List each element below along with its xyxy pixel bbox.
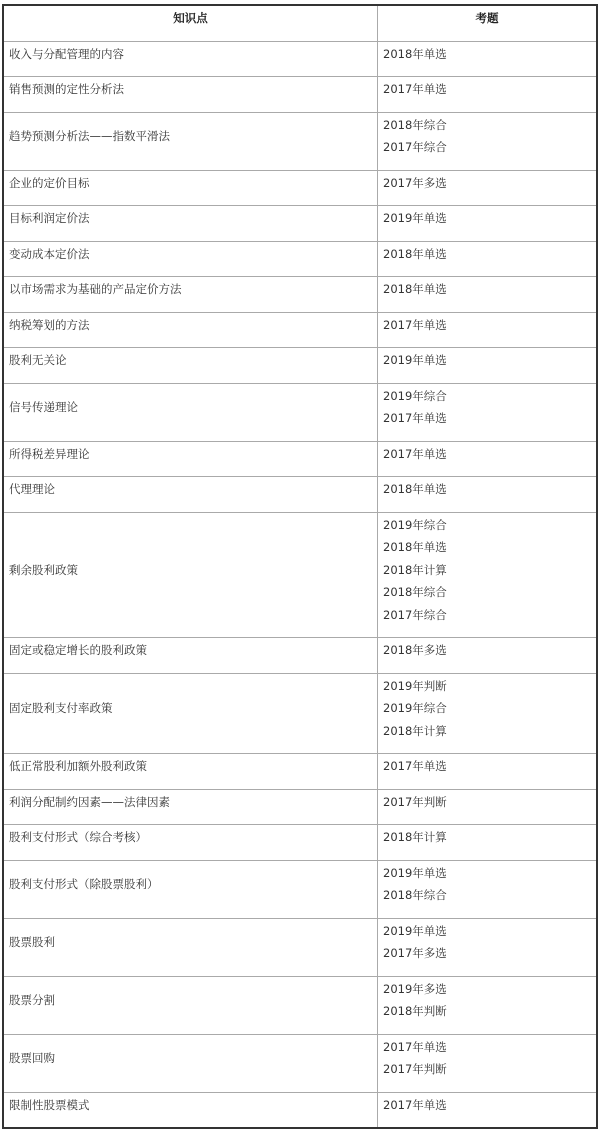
exam-item: 2019年单选: [383, 923, 447, 938]
table-row: [3, 312, 597, 348]
exam-item: 2018年判断: [383, 1004, 447, 1018]
exam-cell: [378, 77, 598, 113]
exam-item: 2017年判断: [383, 1062, 447, 1076]
table-row: [3, 277, 597, 313]
topic-cell: 固定股利支付率政策: [3, 673, 378, 754]
table-row: [3, 673, 597, 754]
exam-cell: [378, 312, 598, 348]
exam-item: 2018年单选: [383, 246, 447, 261]
exam-item: 2017年单选: [383, 82, 447, 96]
topic-cell: 股票股利: [3, 918, 378, 976]
exam-item: 2017年单选: [383, 759, 447, 773]
exam-cell: [378, 477, 598, 513]
table-header-row: [3, 5, 597, 41]
topic-cell: 限制性股票模式: [3, 1092, 378, 1128]
exam-item: 2019年判断: [383, 678, 447, 693]
exam-cell: [378, 754, 598, 790]
exam-cell: [378, 112, 598, 170]
topic-cell: 股利支付形式（除股票股利）: [3, 860, 378, 918]
exam-item: 2018年计算: [383, 830, 447, 844]
topic-cell: 股利支付形式（综合考核）: [3, 825, 378, 861]
table-row: [3, 112, 597, 170]
exam-cell: [378, 383, 598, 441]
exam-item: 2018年单选: [383, 46, 447, 61]
topic-cell: 信号传递理论: [3, 383, 378, 441]
exam-item: 2018年综合: [383, 585, 447, 599]
table-row: [3, 477, 597, 513]
table-row: [3, 383, 597, 441]
topic-cell: 收入与分配管理的内容: [3, 41, 378, 77]
exam-item: 2019年多选: [383, 981, 447, 996]
exam-cell: [378, 1092, 598, 1128]
topic-cell: 以市场需求为基础的产品定价方法: [3, 277, 378, 313]
table-row: [3, 825, 597, 861]
topic-cell: 纳税筹划的方法: [3, 312, 378, 348]
exam-item: 2017年单选: [383, 1097, 447, 1112]
exam-item: 2019年综合: [383, 388, 447, 403]
exam-topics-table: [2, 4, 598, 1129]
topic-cell: 所得税差异理论: [3, 441, 378, 477]
exam-item: 2018年多选: [383, 643, 447, 657]
exam-item: 2018年综合: [383, 117, 447, 132]
topic-cell: 固定或稳定增长的股利政策: [3, 638, 378, 674]
topic-cell: 股票分割: [3, 976, 378, 1034]
exam-cell: [378, 789, 598, 825]
table-row: [3, 976, 597, 1034]
exam-item: 2019年单选: [383, 211, 447, 225]
exam-cell: [378, 206, 598, 242]
table-row: [3, 348, 597, 384]
exam-item: 2017年多选: [383, 175, 447, 190]
exam-cell: [378, 673, 598, 754]
header-topic: 知识点: [3, 5, 378, 41]
exam-cell: [378, 860, 598, 918]
topic-cell: 代理理论: [3, 477, 378, 513]
exam-item: 2018年单选: [383, 282, 447, 296]
table-row: [3, 77, 597, 113]
topic-cell: 低正常股利加额外股利政策: [3, 754, 378, 790]
exam-cell: [378, 976, 598, 1034]
exam-item: 2018年单选: [383, 540, 447, 554]
exam-item: 2018年计算: [383, 562, 447, 577]
table-row: [3, 512, 597, 638]
table-row: [3, 638, 597, 674]
table-row: [3, 441, 597, 477]
table-row: [3, 860, 597, 918]
exam-cell: [378, 441, 598, 477]
exam-cell: [378, 825, 598, 861]
exam-item: 2018年计算: [383, 723, 447, 738]
topic-cell: 利润分配制约因素——法律因素: [3, 789, 378, 825]
table-row: [3, 1092, 597, 1128]
topic-cell: 股票回购: [3, 1034, 378, 1092]
header-exam: 考题: [378, 5, 598, 41]
exam-item: 2019年综合: [383, 701, 447, 715]
table-row: [3, 206, 597, 242]
exam-item: 2017年综合: [383, 607, 447, 622]
exam-item: 2017年判断: [383, 794, 447, 809]
exam-cell: [378, 241, 598, 277]
exam-cell: [378, 277, 598, 313]
topic-cell: 目标利润定价法: [3, 206, 378, 242]
table-row: [3, 754, 597, 790]
exam-item: 2017年单选: [383, 317, 447, 332]
exam-cell: [378, 170, 598, 206]
exam-cell: [378, 41, 598, 77]
table-row: [3, 41, 597, 77]
exam-item: 2019年综合: [383, 517, 447, 532]
topic-cell: 销售预测的定性分析法: [3, 77, 378, 113]
exam-cell: [378, 1034, 598, 1092]
exam-item: 2019年单选: [383, 353, 447, 367]
topic-cell: 变动成本定价法: [3, 241, 378, 277]
exam-item: 2017年单选: [383, 1039, 447, 1054]
exam-item: 2018年单选: [383, 482, 447, 496]
topic-cell: 股利无关论: [3, 348, 378, 384]
table-row: [3, 789, 597, 825]
exam-cell: [378, 348, 598, 384]
table-row: [3, 241, 597, 277]
exam-item: 2019年单选: [383, 865, 447, 880]
topic-cell: 趋势预测分析法——指数平滑法: [3, 112, 378, 170]
exam-cell: [378, 638, 598, 674]
exam-item: 2017年多选: [383, 946, 447, 960]
exam-cell: [378, 918, 598, 976]
topic-cell: 剩余股利政策: [3, 512, 378, 638]
exam-item: 2017年单选: [383, 411, 447, 425]
exam-item: 2018年综合: [383, 888, 447, 902]
table-row: [3, 918, 597, 976]
table-row: [3, 1034, 597, 1092]
exam-item: 2017年综合: [383, 140, 447, 154]
table-row: [3, 170, 597, 206]
exam-cell: [378, 512, 598, 638]
exam-item: 2017年单选: [383, 446, 447, 461]
topic-cell: 企业的定价目标: [3, 170, 378, 206]
